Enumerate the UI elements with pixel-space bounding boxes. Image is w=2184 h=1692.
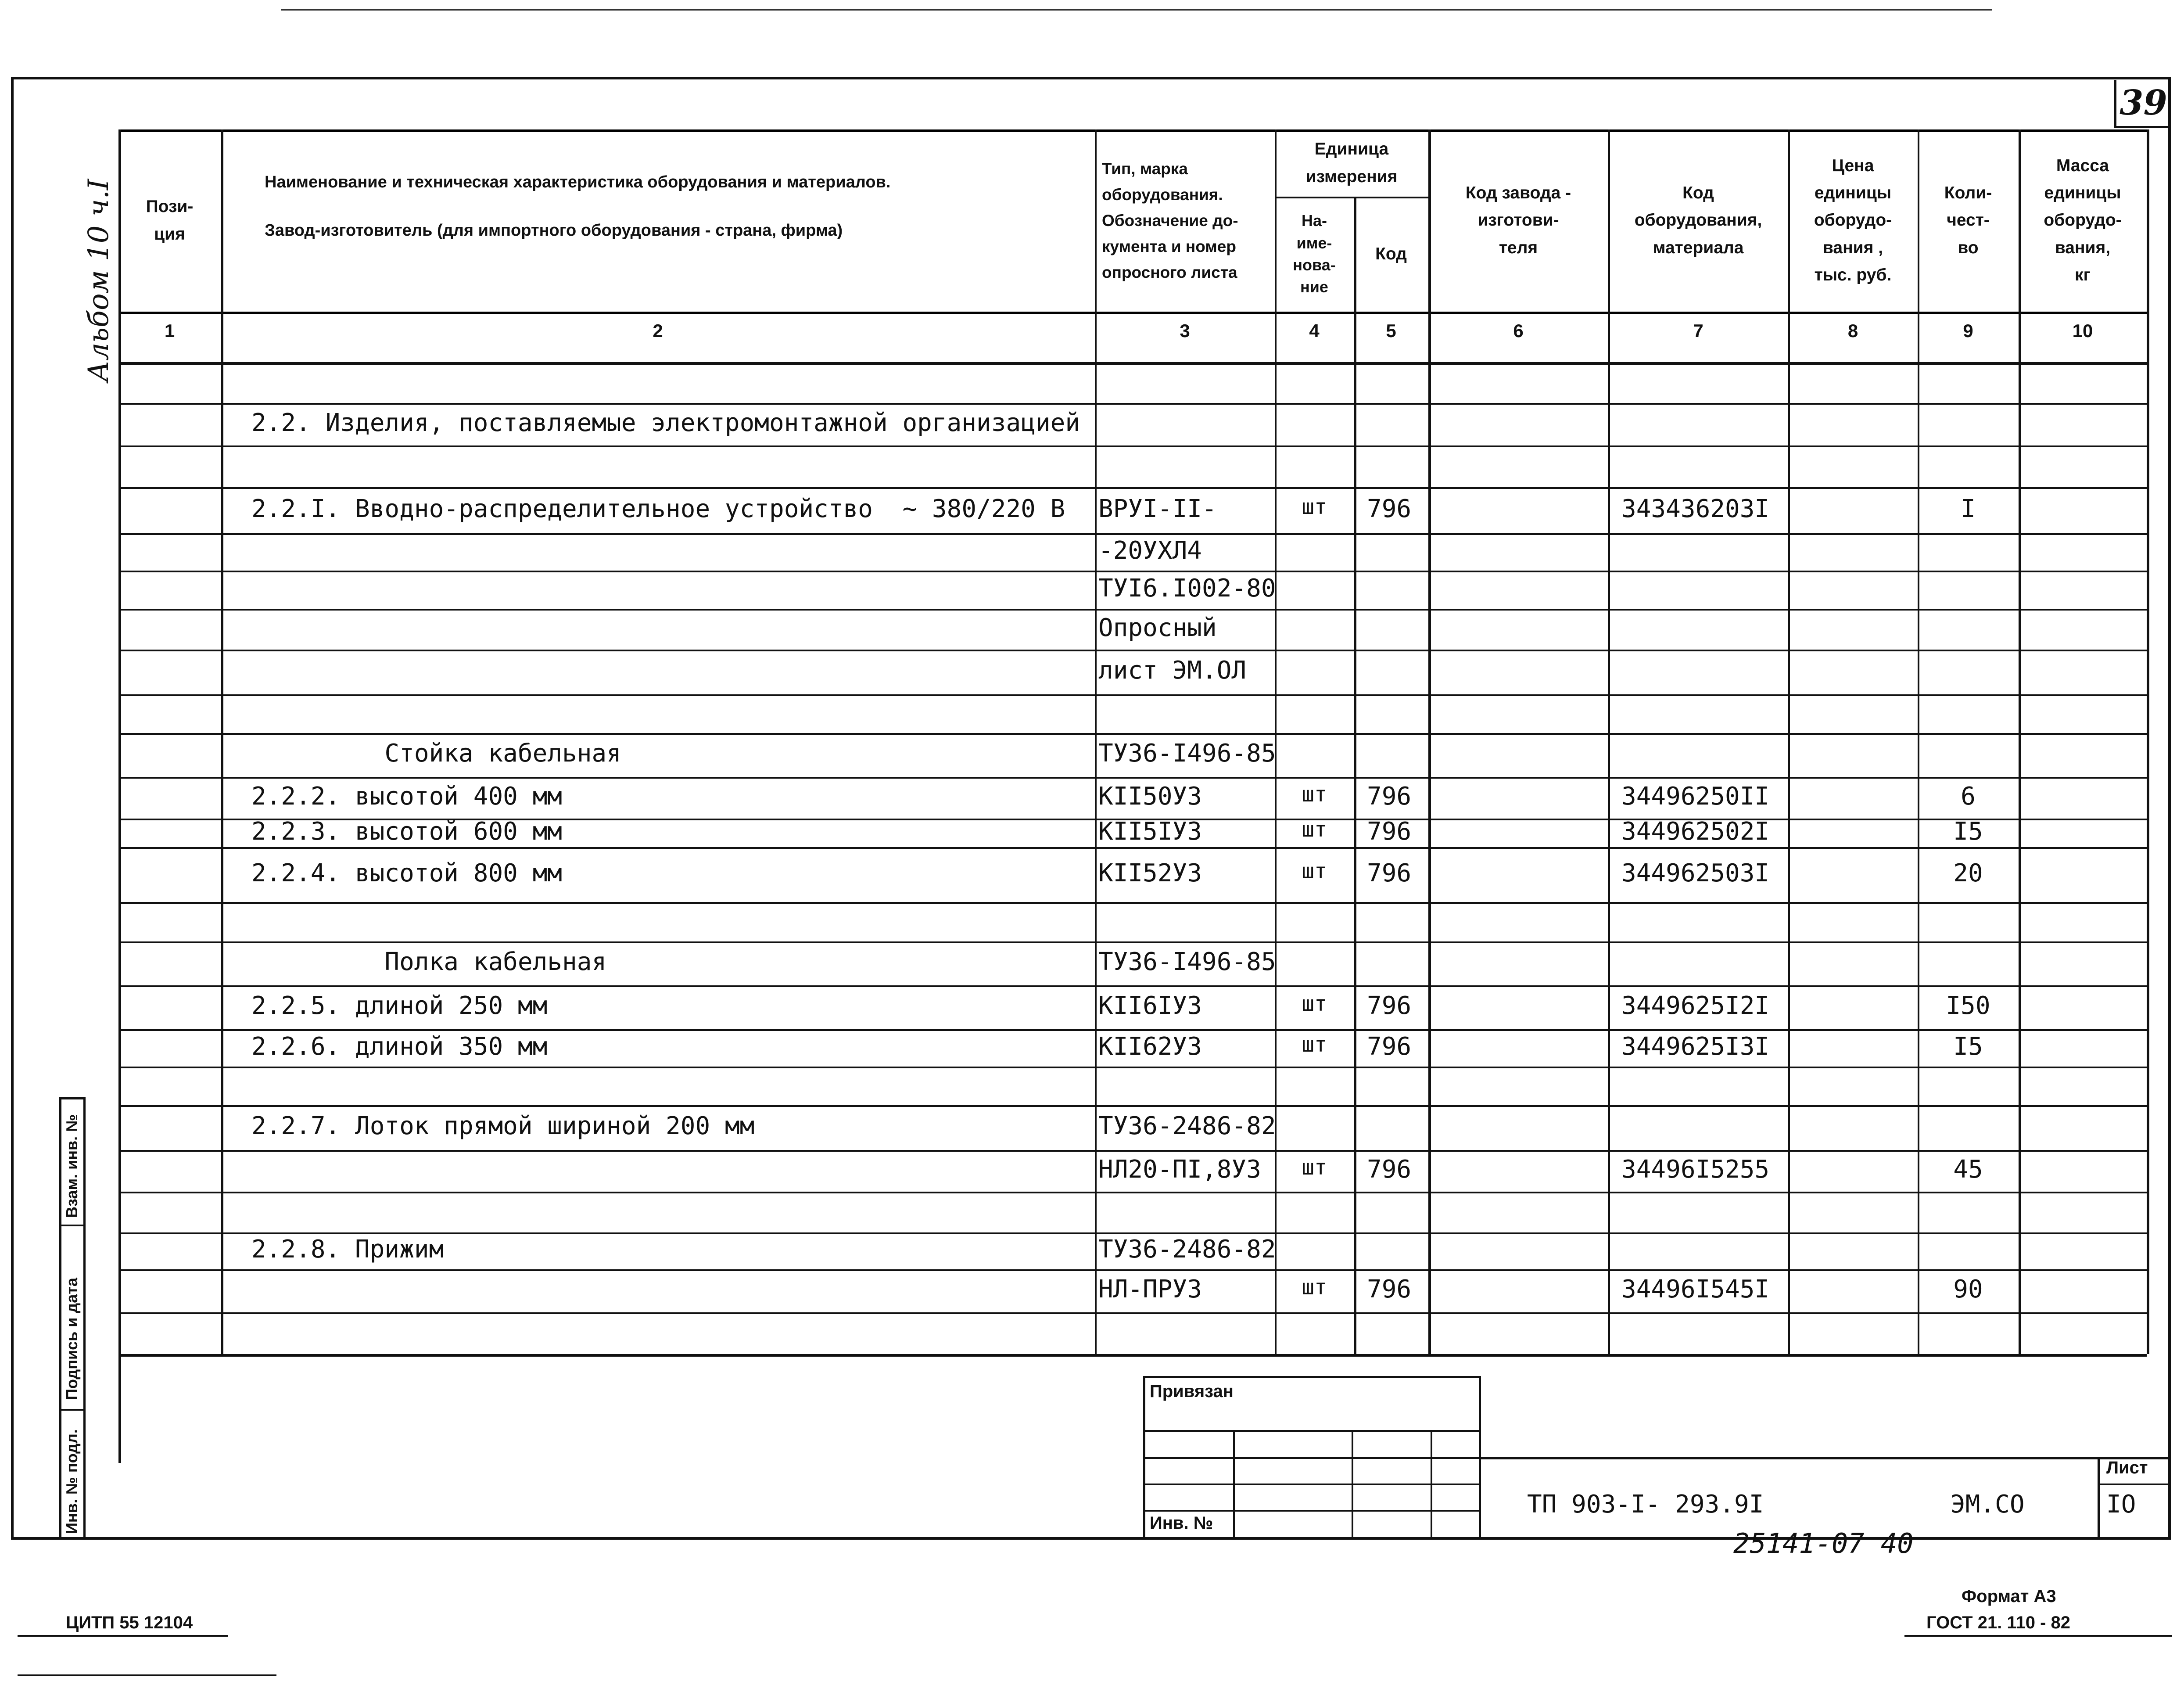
header-name-line2: Завод-изготовитель (для импортного оборудования - страна, фирма) [265,221,843,240]
footer-left-rule [18,1635,228,1637]
row-separator [118,777,2147,779]
item-quantity: I5 [1953,1032,1983,1061]
item-type: КII6IУЗ [1098,991,1202,1020]
item-name: 2.2.6. длиной 350 мм [251,1032,548,1061]
item-quantity: I [1961,494,1976,523]
item-type: НЛ-ПРУЗ [1098,1275,1202,1304]
item-unit-code: 796 [1367,859,1412,887]
item-name: 2.2.7. Лоток прямой шириной 200 мм [251,1112,755,1140]
row-separator [118,1312,2147,1314]
row-separator [118,694,2147,696]
strip-label-replacement: Взам. инв. № [63,1114,81,1218]
row-separator [118,985,2147,987]
strip-label-signature: Подпись и дата [63,1278,81,1400]
header-unit-code: Код [1375,244,1407,263]
item-unit: шт [1302,1032,1327,1057]
header-mass: Масса единицы оборудо- вания, кг [2044,156,2122,285]
stamp-line [1431,1430,1432,1540]
column-number: 1 [164,320,175,341]
strip-label-inventory: Инв. № подл. [63,1429,81,1534]
column-number: 8 [1847,320,1858,341]
item-equipment-code: 34496I5255 [1621,1155,1770,1184]
item-quantity: 45 [1953,1155,1983,1184]
footer-bottom-rule [18,1674,276,1676]
item-equipment-code: 34496250II [1621,782,1770,811]
row-separator [118,941,2147,943]
item-unit: шт [1302,991,1327,1016]
column-number: 7 [1693,320,1703,341]
column-separator [221,129,223,1354]
item-unit-code: 796 [1367,991,1412,1020]
sheet-value: IO [2106,1490,2136,1519]
item-name: 2.2.3. высотой 600 мм [251,817,563,846]
column-separator [1608,129,1610,1354]
item-type: НЛ20-ПI,8УЗ [1098,1155,1261,1184]
strip-divider [59,1409,86,1411]
column-number: 6 [1513,320,1524,341]
column-number: 5 [1386,320,1396,341]
item-unit-code: 796 [1367,1032,1412,1061]
item-unit-code: 796 [1367,1275,1412,1304]
strip-divider [59,1225,86,1226]
row-separator [118,733,2147,735]
item-name: 2.2.8. Прижим [251,1235,444,1264]
stamp-line [1233,1430,1235,1540]
row-separator [118,533,2147,535]
item-type: -20УХЛ4 [1098,536,1202,565]
document-mark: ЭМ.СО [1951,1490,2025,1519]
column-number: 3 [1180,320,1190,341]
item-type: ТУ36-I496-85 [1098,948,1276,976]
item-name: 2.2.I. Вводно-распределительное устройство ~ 380/220 В [251,494,1065,523]
row-separator [118,1067,2147,1068]
row-separator [118,403,2147,405]
item-name: 2.2.5. длиной 250 мм [251,991,548,1020]
handwritten-number: 25141-07 40 [1733,1527,1914,1559]
item-equipment-code: 343436203I [1621,494,1770,523]
item-type: КII50УЗ [1098,782,1202,811]
item-unit: шт [1302,1275,1327,1300]
column-number: 4 [1309,320,1320,341]
titleblock-top [1481,1457,2171,1459]
column-separator [1428,129,1431,1354]
column-separator [1095,129,1097,1354]
item-equipment-code: 3449625I2I [1621,991,1770,1020]
item-name: Стойка кабельная [251,739,621,768]
item-equipment-code: 3449625I3I [1621,1032,1770,1061]
item-quantity: I50 [1946,991,1990,1020]
row-separator [118,609,2147,611]
item-unit: шт [1302,859,1327,884]
row-separator [118,1269,2147,1271]
item-unit: шт [1302,782,1327,807]
album-label: Альбом 10 ч.I [82,179,115,382]
row-separator [118,1192,2147,1193]
item-type: Опросный [1098,613,1217,642]
item-name: Полка кабельная [251,948,607,976]
column-separator [2019,129,2021,1354]
item-type: КII5IУЗ [1098,817,1202,846]
header-quantity: Коли- чест- во [1944,183,1992,257]
header-unit-name: На- име- нова- ние [1293,212,1336,296]
footer-format: Формат А3 [1962,1587,2056,1606]
column-separator [118,129,121,1354]
footer-right-rule [1904,1635,2172,1637]
item-type: ВРУI-II- [1098,494,1217,523]
row-separator [118,902,2147,904]
item-type: лист ЭМ.ОЛ [1098,656,1247,685]
column-number: 9 [1963,320,1973,341]
column-separator [2147,129,2149,1354]
item-quantity: 20 [1953,859,1983,887]
item-unit-code: 796 [1367,817,1412,846]
item-type: КII52УЗ [1098,859,1202,887]
item-quantity: 6 [1961,782,1976,811]
sheet-cell-border [2098,1457,2100,1540]
item-unit: шт [1302,494,1327,519]
row-separator [118,1354,2147,1357]
item-type: ТУ36-2486-82 [1098,1235,1276,1264]
row-separator [118,1029,2147,1031]
sheet-cell-divider [2098,1484,2171,1485]
column-separator [1788,129,1790,1354]
item-type: ТУ36-2486-82 [1098,1112,1276,1140]
item-type: ТУ36-I496-85 [1098,739,1276,768]
item-unit-code: 796 [1367,782,1412,811]
row-separator [118,1105,2147,1107]
column-separator [1354,197,1356,1354]
item-equipment-code: 344962502I [1621,817,1770,846]
item-name: 2.2.2. высотой 400 мм [251,782,563,811]
row-separator [118,1150,2147,1152]
item-quantity: 90 [1953,1275,1983,1304]
header-unit-group: Единица измерения [1305,140,1398,186]
header-equipment-code: Код оборудования, материала [1634,183,1762,257]
header-bottom-border [118,312,2147,314]
item-unit: шт [1302,1155,1327,1180]
footer-gost: ГОСТ 21. 110 - 82 [1926,1613,2070,1632]
row-separator [118,847,2147,849]
item-unit-code: 796 [1367,494,1412,523]
item-equipment-code: 344962503I [1621,859,1770,887]
row-separator [118,650,2147,651]
item-unit-code: 796 [1367,1155,1412,1184]
footer-left: ЦИТП 55 12104 [66,1613,193,1632]
left-inner-border [118,1354,121,1463]
header-price: Цена единицы оборудо- вания , тыс. руб. [1814,156,1892,285]
header-name-line1: Наименование и техническая характеристика оборудования и материалов. [265,173,891,191]
header-position: Пози- ция [146,197,194,244]
sheet-label: Лист [2106,1458,2148,1477]
sheet-number: 39 [2114,80,2170,128]
header-type: Тип, марка оборудования. Обозначение до- кумента и номер опросного листа [1102,159,1238,282]
document-code: ТП 903-I- 293.9I [1527,1490,1764,1519]
item-unit: шт [1302,817,1327,842]
row-separator [118,445,2147,447]
row-separator [118,362,2147,365]
privyazan-label: Привязан [1150,1382,1234,1401]
item-type: КII62УЗ [1098,1032,1202,1061]
row-separator [118,571,2147,572]
item-name: 2.2. Изделия, поставляемые электромонтажной организацией [251,408,1080,437]
row-separator [118,1232,2147,1234]
column-number: 10 [2072,320,2093,341]
column-number: 2 [653,320,663,341]
header-maker-code: Код завода - изготови- теля [1465,183,1571,257]
item-name: 2.2.4. высотой 800 мм [251,859,563,887]
row-separator [118,487,2147,489]
item-quantity: I5 [1953,817,1983,846]
inv-no-label: Инв. № [1150,1513,1213,1533]
stamp-line [1352,1430,1353,1540]
item-type: ТУI6.I002-80 [1098,574,1276,603]
top-border-line [281,9,1992,11]
item-equipment-code: 34496I545I [1621,1275,1770,1304]
